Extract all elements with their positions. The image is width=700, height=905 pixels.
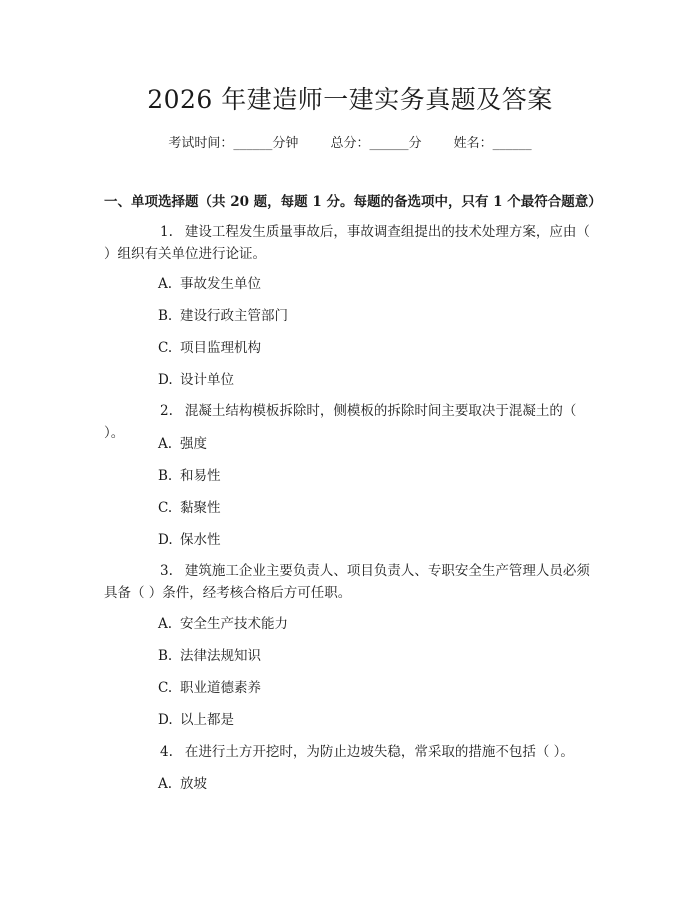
option-letter: D. [158,712,173,728]
option-text: 黏聚性 [180,500,221,516]
question-text: 在进行土方开挖时，为防止边坡失稳，常采取的措施不包括（ ）。 [184,744,574,760]
option-letter: A. [158,616,173,632]
option-4a [158,773,207,795]
document-title: 2026 年建造师一建实务真题及答案 [147,85,553,114]
option-text: 和易性 [180,468,221,484]
question-text: 建设工程发生质量事故后，事故调查组提出的技术处理方案，应由（ ）组织有关单位进行论证。 [104,224,590,262]
question-3 [104,560,594,604]
option-2d [158,529,221,551]
option-3d [158,709,234,731]
option-text: 法律法规知识 [180,648,261,664]
option-text: 保水性 [180,532,221,548]
question-number: 3. [160,563,173,579]
question-text: 混凝土结构模板拆除时，侧模板的拆除时间主要取决于混凝土的（ ）。 [104,403,577,441]
option-letter: A. [158,776,173,792]
option-letter: C. [158,500,173,516]
option-text: 强度 [180,436,207,452]
option-text: 放坡 [180,776,207,792]
option-letter: A. [158,276,173,292]
option-1c [158,337,261,359]
option-text: 设计单位 [180,372,234,388]
option-letter: B. [158,468,173,484]
option-2c [158,497,221,519]
question-text: 建筑施工企业主要负责人、项目负责人、专职安全生产管理人员必须具备（ ）条件，经考核合格后方可任职。 [104,563,590,601]
question-number: 2. [160,403,173,419]
option-3a [158,613,288,635]
question-number: 1. [160,224,173,240]
option-text: 以上都是 [180,712,234,728]
total-score-field: 总分：______分 [330,136,422,151]
option-2b [158,465,221,487]
option-1b [158,305,288,327]
option-text: 建设行政主管部门 [180,308,288,324]
option-letter: A. [158,436,173,452]
name-field: 姓名：______ [453,136,532,151]
option-letter: B. [158,648,173,664]
question-1 [104,221,594,265]
option-letter: C. [158,680,173,696]
option-3c [158,677,261,699]
option-letter: D. [158,372,173,388]
question-number: 4. [160,744,173,760]
option-3b [158,645,261,667]
option-text: 项目监理机构 [180,340,261,356]
option-letter: B. [158,308,173,324]
option-text: 职业道德素养 [180,680,261,696]
option-1d [158,369,234,391]
option-letter: C. [158,340,173,356]
option-letter: D. [158,532,173,548]
question-4 [104,741,594,763]
exam-meta-line [0,132,700,151]
option-1a [158,273,261,295]
exam-time-field: 考试时间：______分钟 [168,136,299,151]
option-text: 事故发生单位 [180,276,261,292]
section-heading: 一、单项选择题（共 20 题，每题 1 分。每题的备选项中，只有 1 个最符合题意） [104,194,602,210]
option-2a [158,433,207,455]
option-text: 安全生产技术能力 [180,616,288,632]
